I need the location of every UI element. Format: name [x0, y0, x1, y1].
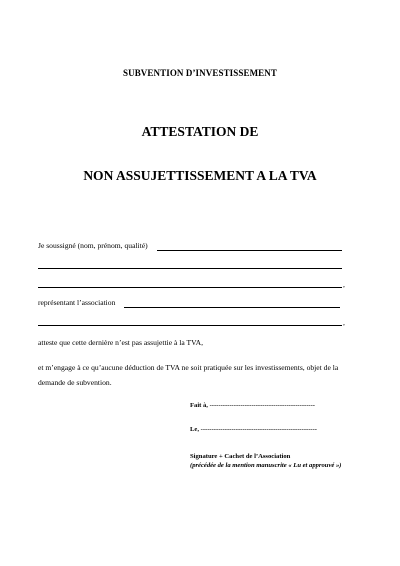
- statement-tva: atteste que cette dernière n’est pas assujettie à la TVA,: [38, 338, 204, 347]
- signature-label: Signature + Cachet de l’Association: [190, 453, 291, 460]
- association-label: représentant l’association: [38, 298, 116, 307]
- document-title-line-1: ATTESTATION DE: [141, 124, 259, 139]
- date-field[interactable]: Le, -----------------------------------------------------: [190, 426, 317, 433]
- signatory-line-2[interactable]: [38, 268, 342, 269]
- signatory-label: Je soussigné (nom, prénom, qualité): [38, 241, 148, 250]
- signatory-line[interactable]: [157, 250, 342, 251]
- document-subtitle: SUBVENTION D’INVESTISSEMENT: [123, 68, 277, 78]
- association-line[interactable]: [124, 307, 340, 308]
- association-line-2[interactable]: [38, 325, 342, 326]
- signatory-line-3[interactable]: [38, 287, 342, 288]
- fait-a-field[interactable]: Fait à, ------------------------------------------------: [190, 402, 315, 409]
- commitment-line-1: et m’engage à ce qu’aucune déduction de TVA ne soit pratiquée sur les investissements, objet de la: [38, 363, 339, 372]
- association-comma: ,: [343, 318, 345, 327]
- signature-note: (précédée de la mention manuscrite « Lu et approuvé »): [190, 462, 342, 469]
- commitment-line-2: demande de subvention.: [38, 378, 112, 387]
- signatory-comma: ,: [343, 280, 345, 289]
- document-title-line-2: NON ASSUJETTISSEMENT A LA TVA: [83, 168, 317, 183]
